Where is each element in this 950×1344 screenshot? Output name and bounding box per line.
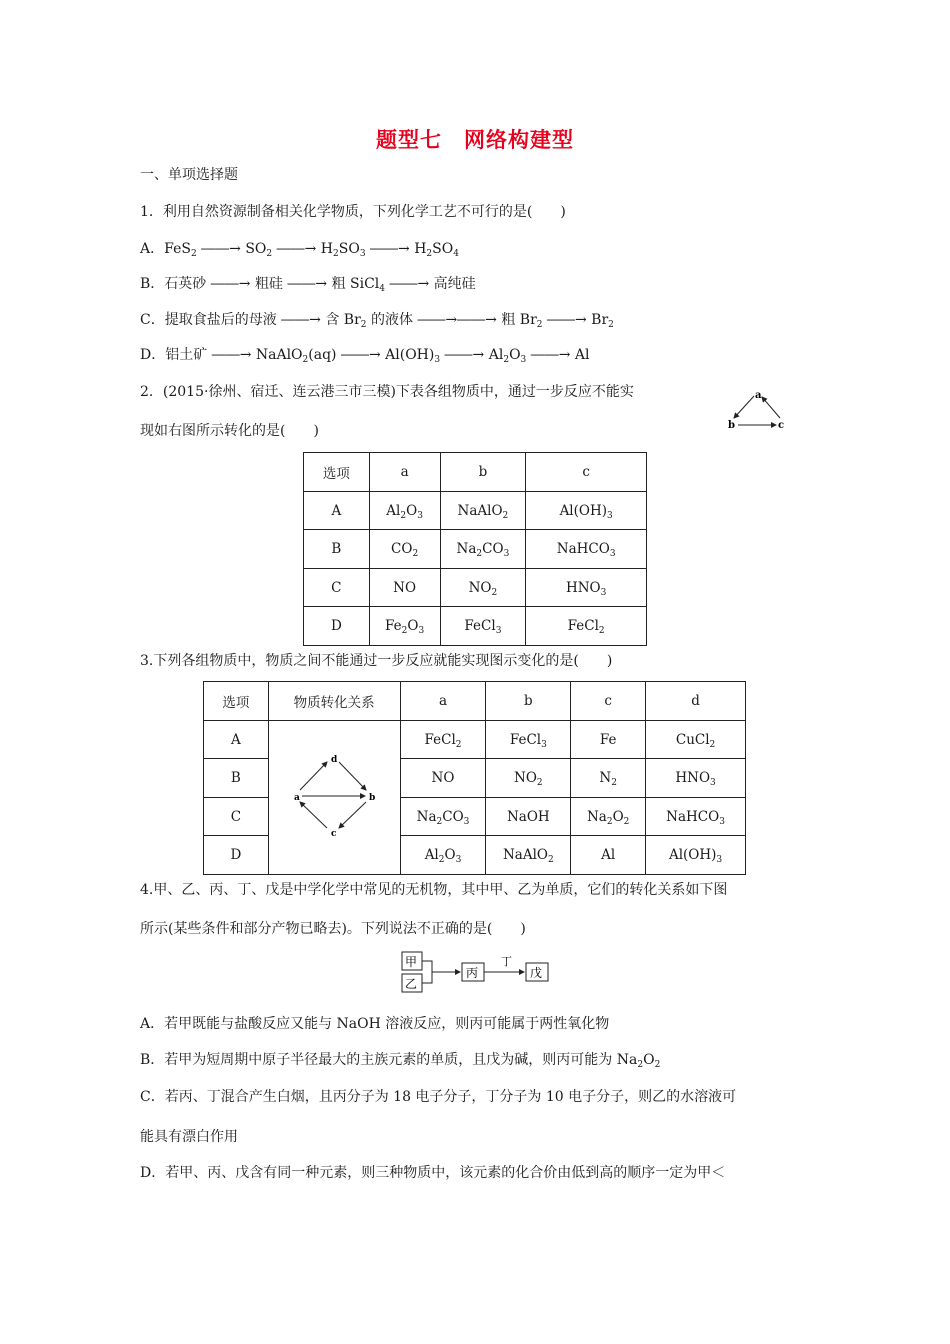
svg-text:d: d xyxy=(331,754,338,765)
q4-option-d: D．若甲、丙、戊含有同一种元素，则三种物质中，该元素的化合价由低到高的顺序一定为甲＜ xyxy=(140,1165,726,1181)
q1-option-a: A．FeS$_2$ ――→ $SO_2$ ――→ $H_2SO_3$ ――→ $H_2SO_4$ xyxy=(140,241,459,259)
svg-text:甲: 甲 xyxy=(405,955,418,969)
table-header-row: 选项 物质转化关系 a b c d xyxy=(204,682,746,721)
transformation-diagram-cell xyxy=(268,721,400,875)
arrow-a-to-b xyxy=(734,396,754,418)
q4-stem-line2: 所示(某些条件和部分产物已略去)。下列说法不正确的是( ) xyxy=(140,921,526,937)
right-arrow-icon: ――→ xyxy=(530,347,571,363)
right-arrow-icon: ――→ xyxy=(281,312,321,328)
header-cell: c xyxy=(526,453,647,492)
svg-text:丁: 丁 xyxy=(501,955,512,968)
q3-diamond-diagram xyxy=(289,750,379,842)
header-cell: b xyxy=(440,453,526,492)
right-arrow-icon: ――→ xyxy=(444,347,485,363)
section-heading: 一、单项选择题 xyxy=(140,167,238,183)
q3-stem: 3.下列各组物质中，物质之间不能通过一步反应就能实现图示变化的是( ) xyxy=(140,653,613,669)
table-row: C NO $NO_2$ $HNO_3$ xyxy=(304,569,647,607)
right-arrow-icon: ――→ xyxy=(370,241,410,257)
q2-triangle-diagram xyxy=(722,386,794,434)
table-row: C $Na_2CO_3$ NaOH $Na_2O_2$ NaHCO$_3$ xyxy=(204,798,746,836)
q4-option-c-line1: C．若丙、丁混合产生白烟，且丙分子为 18 电子分子，丁分子为 10 电子分子，则乙的水溶液可 xyxy=(140,1089,737,1105)
q1-option-b: B．石英砂 ――→ 粗硅 ――→ 粗 SiCl$_4$ ――→ 高纯硅 xyxy=(140,276,476,294)
table-row: D $Fe_2O_3$ FeCl$_3$ FeCl$_2$ xyxy=(304,607,647,646)
diagram-label-b: b xyxy=(728,420,735,431)
svg-text:戊: 戊 xyxy=(530,966,543,980)
table-row: D $Al_2O_3$ NaAlO$_2$ Al $Al(OH)_3$ xyxy=(204,836,746,875)
right-arrow-icon: ――→ xyxy=(201,241,241,257)
q4-flow-diagram xyxy=(400,950,550,994)
header-cell: 选项 xyxy=(304,453,370,492)
q2-stem-line1: 2．(2015·徐州、宿迁、连云港三市三模)下表各组物质中，通过一步反应不能实 xyxy=(140,384,634,400)
arrow-c-to-a xyxy=(762,397,780,418)
q3-table xyxy=(203,681,746,875)
q1-option-c: C．提取食盐后的母液 ――→ 含 $Br_2$ 的液体 ――→――→ 粗 $Br_2$ ――→ $Br_2$ xyxy=(140,312,614,330)
header-cell: a xyxy=(369,453,440,492)
table-row: B NO $NO_2$ $N_2$ $HNO_3$ xyxy=(204,759,746,798)
q4-stem-line1: 4.甲、乙、丙、丁、戊是中学化学中常见的无机物，其中甲、乙为单质，它们的转化关系如下图 xyxy=(140,882,728,898)
right-arrow-icon: ――→ xyxy=(287,276,328,292)
table-row: B $CO_2$ $Na_2CO_3$ NaHCO$_3$ xyxy=(304,530,647,569)
svg-text:丙: 丙 xyxy=(466,966,479,980)
q2-stem-line2: 现如右图所示转化的是( ) xyxy=(140,423,319,439)
right-arrow-icon: ――→ xyxy=(340,347,381,363)
q4-option-c-line2: 能具有漂白作用 xyxy=(140,1129,238,1145)
q4-option-a: A．若甲既能与盐酸反应又能与 NaOH 溶液反应，则丙可能属于两性氧化物 xyxy=(140,1016,610,1032)
right-arrow-icon: ――→ xyxy=(389,276,430,292)
svg-text:乙: 乙 xyxy=(405,977,418,991)
svg-text:c: c xyxy=(331,828,337,839)
page-title: 题型七 网络构建型 xyxy=(376,127,574,152)
q4-option-b: B．若甲为短周期中原子半径最大的主族元素的单质，且戊为碱，则丙可能为 $Na_2O_2$ xyxy=(140,1052,661,1070)
right-arrow-icon: ――→ xyxy=(546,312,587,328)
diagram-label-c: c xyxy=(778,420,785,431)
right-arrow-icon: ――→――→ xyxy=(417,312,497,328)
table-header-row xyxy=(304,453,647,492)
right-arrow-icon: ――→ xyxy=(211,347,252,363)
q2-table xyxy=(303,452,647,646)
q1-option-d: D．铝土矿 ――→ NaAlO$_2$(aq) ――→ $Al(OH)_3$ ――→ $Al_2O_3$ ――→ Al xyxy=(140,347,590,365)
right-arrow-icon: ――→ xyxy=(276,241,317,257)
diagram-label-a: a xyxy=(755,390,762,401)
q1-stem: 1．利用自然资源制备相关化学物质，下列化学工艺不可行的是( ) xyxy=(140,204,566,220)
right-arrow-icon: ――→ xyxy=(210,276,251,292)
svg-text:a: a xyxy=(294,792,301,803)
svg-text:b: b xyxy=(369,792,376,803)
table-row: A d a b c FeCl$_2$ FeCl$_3$ Fe CuCl$_2$ xyxy=(204,721,746,759)
table-row: A $Al_2O_3$ NaAlO$_2$ $Al(OH)_3$ xyxy=(304,492,647,530)
